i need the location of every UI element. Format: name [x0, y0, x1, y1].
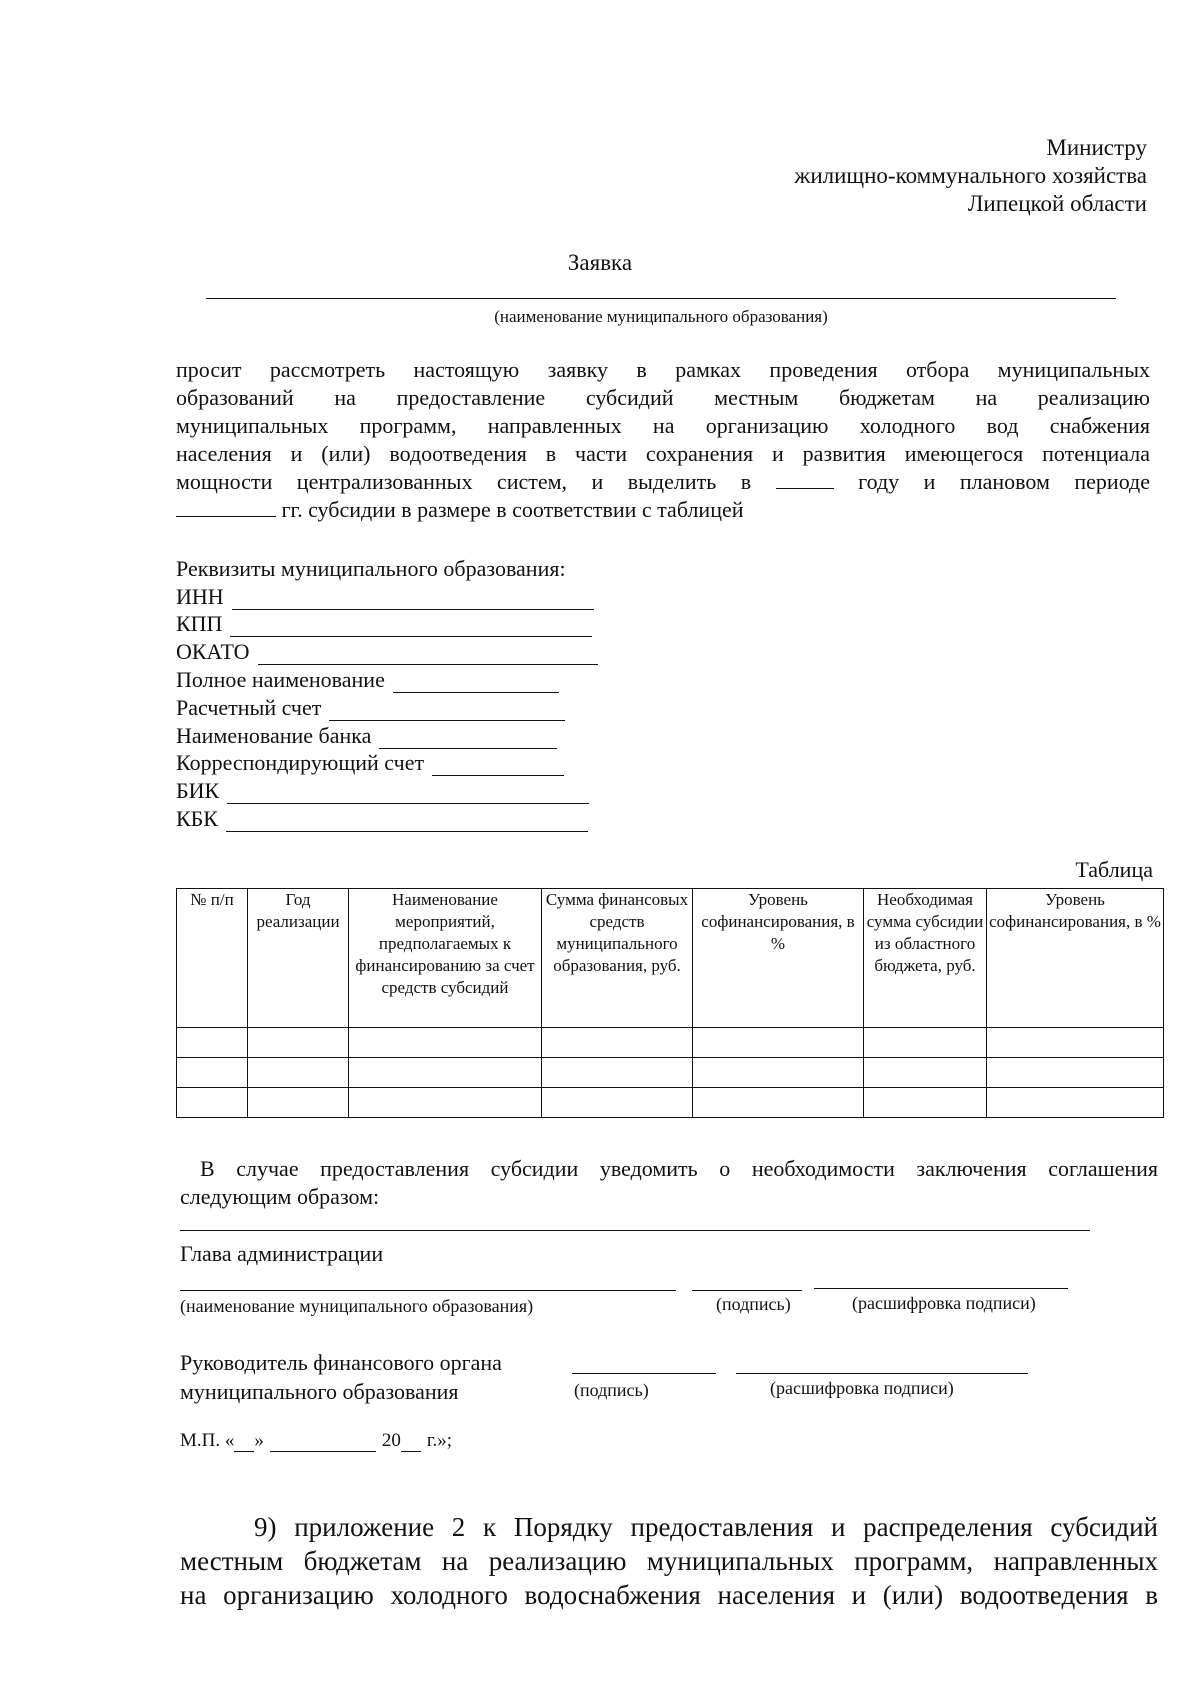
requisites-heading: Реквизиты муниципального образования: [176, 555, 566, 581]
requisite-full-name [176, 665, 598, 693]
requisite-input-line[interactable] [329, 700, 565, 721]
notice-line-2: следующим образом: [180, 1184, 380, 1209]
request-line: образований на предоставление субсидий местным бюджетам на реализацию [176, 385, 1150, 410]
finance-head-signature-line[interactable] [572, 1373, 716, 1374]
finance-head-signature-caption: (подпись) [574, 1380, 649, 1400]
requisite-label: Расчетный счет [176, 694, 322, 720]
request-line [176, 496, 1150, 524]
table-cell[interactable] [248, 1028, 349, 1058]
stamp-suffix: г.»; [426, 1430, 453, 1451]
finance-head-decoding-line[interactable] [736, 1373, 1028, 1374]
requisite-label: БИК [176, 778, 220, 804]
table-cell[interactable] [864, 1058, 987, 1088]
request-line [176, 468, 1150, 496]
stamp-prefix: М.П. « [180, 1430, 235, 1451]
col-cofinancing-level-2: Уровень софинансирования, в % [987, 889, 1164, 1028]
head-admin-decoding-line[interactable] [814, 1288, 1068, 1289]
request-line: просит рассмотреть настоящую заявку в рамках проведения отбора муниципальных [176, 357, 1150, 382]
head-admin-municipality-caption: (наименование муниципального образования) [180, 1296, 534, 1316]
table-cell[interactable] [542, 1028, 693, 1058]
table-cell[interactable] [693, 1028, 864, 1058]
requisite-label: ИНН [176, 583, 224, 609]
stamp-close-quote: » [254, 1430, 264, 1451]
requisite-label: Полное наименование [176, 666, 385, 692]
col-cofinancing-level: Уровень софинансирования, в % [693, 889, 864, 1028]
notice-paragraph [180, 1155, 1158, 1211]
section-9-line: на организацию холодного водоснабжения населения и (или) водоотведения в [180, 1580, 1158, 1610]
requisite-label: КБК [176, 805, 218, 831]
requisite-inn [176, 582, 598, 610]
addressee-line-1: Министру [1046, 135, 1147, 160]
addressee-line-3: Липецкой области [967, 191, 1147, 216]
table-cell[interactable] [542, 1088, 693, 1118]
table-cell[interactable] [177, 1028, 248, 1058]
period-blank [176, 498, 276, 517]
municipality-caption: (наименование муниципального образования) [494, 307, 828, 326]
head-admin-label: Глава администрации [180, 1241, 384, 1266]
requisite-label: Наименование банка [176, 722, 372, 748]
section-9-line: 9) приложение 2 к Порядку предоставления и распределения субсидий [254, 1512, 1158, 1542]
year-blank [776, 470, 834, 489]
date-day-blank[interactable] [234, 1435, 254, 1452]
requisite-input-line[interactable] [232, 589, 594, 610]
date-year-blank[interactable] [401, 1435, 421, 1452]
table-cell[interactable] [248, 1058, 349, 1088]
section-9-line: местным бюджетам на реализацию муниципальных программ, направленных [180, 1546, 1158, 1576]
table-row [177, 1028, 1164, 1058]
request-line: муниципальных программ, направленных на организацию холодного вод снабжения [176, 413, 1150, 438]
requisite-input-line[interactable] [432, 755, 564, 776]
request-line-6: гг. субсидии в размере в соответствии с таблицей [281, 497, 744, 522]
requisite-input-line[interactable] [379, 728, 557, 749]
requisite-input-line[interactable] [230, 616, 592, 637]
col-number: № п/п [177, 889, 248, 1028]
addressee-line-2: жилищно-коммунального хозяйства [794, 163, 1147, 188]
finance-head-line-2: муниципального образования [180, 1379, 459, 1404]
table-header-row [177, 889, 1164, 1028]
requisite-input-line[interactable] [226, 811, 588, 832]
col-required-subsidy: Необходимая сумма субсидии из областного бюджета, руб. [864, 889, 987, 1028]
requisite-label: КПП [176, 611, 223, 637]
finance-head-line-1: Руководитель финансового органа [180, 1350, 502, 1375]
notice-line-1: В случае предоставления субсидии уведомить о необходимости заключения соглашения [200, 1156, 1158, 1181]
table-cell[interactable] [349, 1058, 542, 1088]
requisite-kpp [176, 610, 598, 638]
requisite-account [176, 693, 598, 721]
head-admin-decoding-caption: (расшифровка подписи) [852, 1293, 1036, 1313]
request-paragraph [176, 356, 1150, 524]
requisite-okato [176, 637, 598, 665]
requisite-corr-account [176, 749, 598, 777]
request-line-5-start: мощности централизованных систем, и выделить в [176, 469, 752, 494]
stamp-year-prefix: 20 [381, 1430, 401, 1451]
table-cell[interactable] [349, 1088, 542, 1118]
subsidy-table [176, 888, 1164, 1118]
table-cell[interactable] [987, 1058, 1164, 1088]
head-admin-signature-line[interactable] [692, 1290, 802, 1291]
table-cell[interactable] [693, 1058, 864, 1088]
finance-head-label [180, 1348, 502, 1406]
requisite-bik [176, 776, 598, 804]
table-cell[interactable] [864, 1088, 987, 1118]
finance-head-decoding-caption: (расшифровка подписи) [770, 1378, 954, 1398]
document-title: Заявка [567, 250, 633, 275]
date-month-blank[interactable] [270, 1435, 376, 1452]
requisite-input-line[interactable] [227, 783, 589, 804]
table-row [177, 1058, 1164, 1088]
head-admin-municipality-line[interactable] [180, 1290, 676, 1291]
head-admin-signature-caption: (подпись) [716, 1294, 791, 1314]
table-cell[interactable] [542, 1058, 693, 1088]
section-9-paragraph [180, 1510, 1158, 1612]
requisite-input-line[interactable] [393, 672, 559, 693]
col-year: Год реализации [248, 889, 349, 1028]
municipality-name-line [206, 298, 1116, 299]
addressee-block [794, 134, 1147, 218]
requisite-input-line[interactable] [258, 644, 598, 665]
col-municipal-funds: Сумма финансовых средств муниципального образования, руб. [542, 889, 693, 1028]
col-activities: Наименование мероприятий, предполагаемых к финансированию за счет средств субсидий [349, 889, 542, 1028]
stamp-date-line [180, 1430, 452, 1452]
table-cell[interactable] [177, 1058, 248, 1088]
notice-blank-line [180, 1230, 1090, 1231]
requisites-block [176, 554, 598, 832]
table-cell[interactable] [987, 1028, 1164, 1058]
request-line: населения и (или) водоотведения в части сохранения и развития имеющегося потенциала [176, 441, 1150, 466]
requisite-bank [176, 721, 598, 749]
table-row [177, 1088, 1164, 1118]
table-cell[interactable] [693, 1088, 864, 1118]
requisite-label: ОКАТО [176, 639, 250, 665]
table-label: Таблица [1075, 857, 1153, 882]
table-cell[interactable] [864, 1028, 987, 1058]
table-cell[interactable] [248, 1088, 349, 1118]
table-cell[interactable] [987, 1088, 1164, 1118]
requisite-kbk [176, 804, 598, 832]
table-cell[interactable] [349, 1028, 542, 1058]
table-cell[interactable] [177, 1088, 248, 1118]
request-line-5-end: году и плановом периоде [858, 469, 1151, 494]
requisite-label: Корреспондирующий счет [176, 750, 425, 776]
